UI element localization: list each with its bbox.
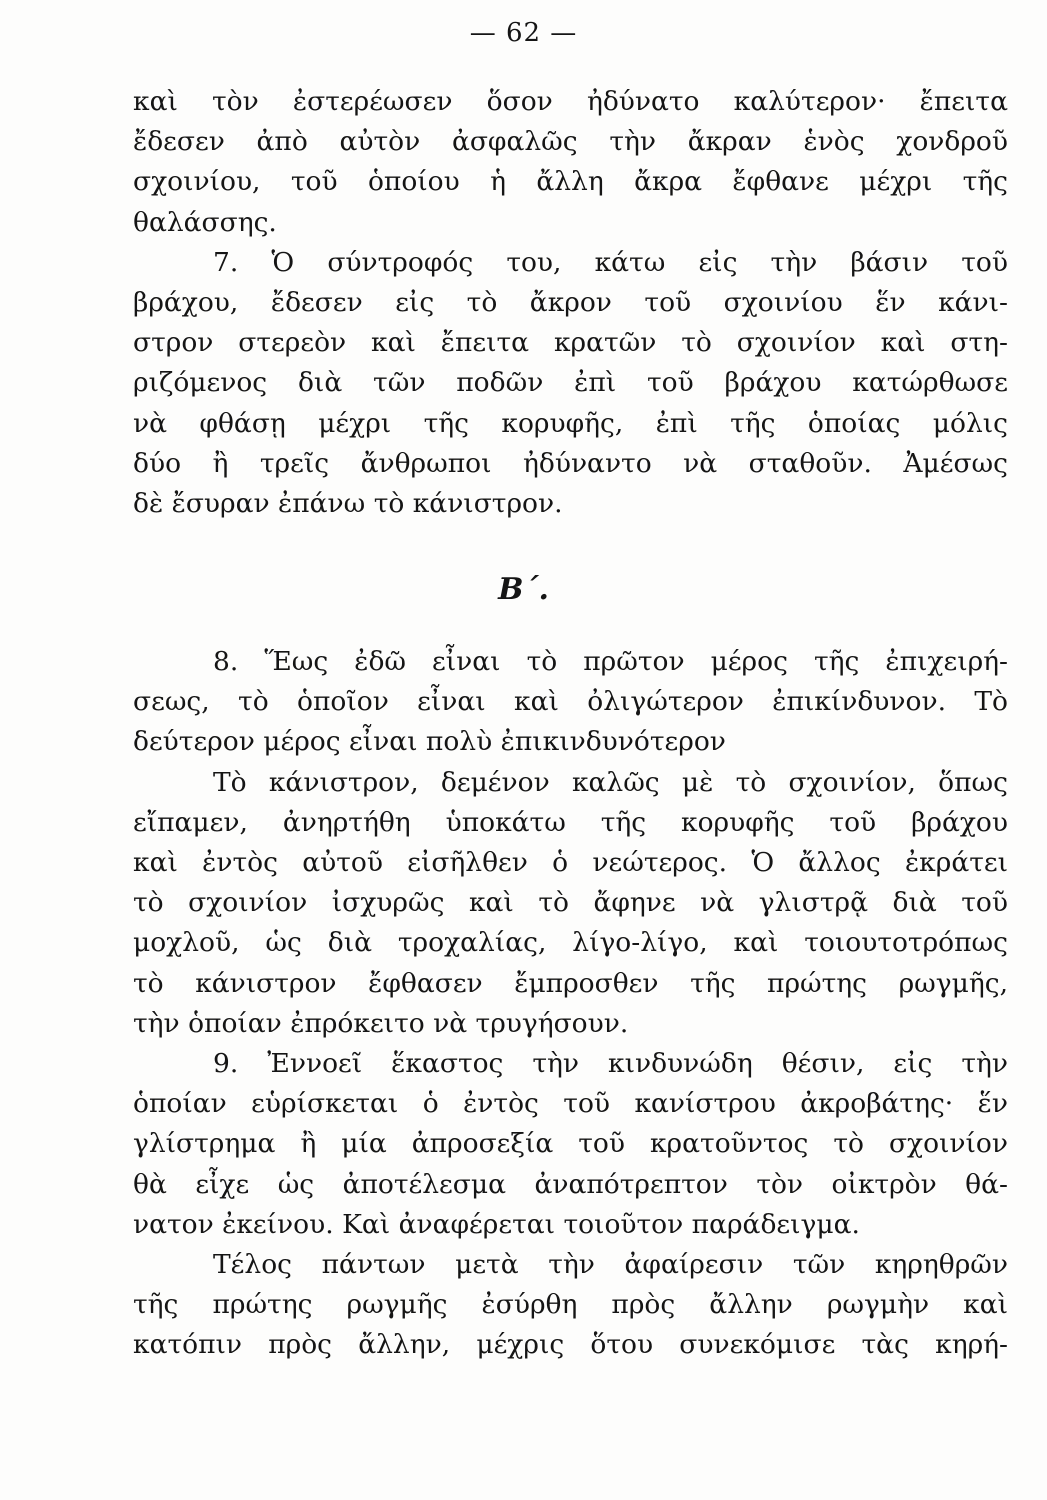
text-line: βράχου, ἔδεσεν εἰς τὸ ἄκρον τοῦ σχοινίου ἕν κάνι- <box>133 287 1008 319</box>
text-line: δεύτερον μέρος εἶναι πολὺ ἐπικινδυνότερον <box>133 726 726 758</box>
text-line: κατόπιν πρὸς ἄλλην, μέχρις ὅτου συνεκόμισε τὰς κηρή- <box>133 1329 1008 1361</box>
paragraph-8-start: 8. Ἕως ἐδῶ εἶναι τὸ πρῶτον μέρος τῆς ἐπιχειρή- <box>213 646 1008 677</box>
text-line: σχοινίου, τοῦ ὁποίου ἡ ἄλλη ἄκρα ἔφθανε μέχρι τῆς <box>133 166 1008 198</box>
text-line: μοχλοῦ, ὡς διὰ τροχαλίας, λίγο-λίγο, καὶ τοιουτοτρόπως <box>133 927 1008 959</box>
paragraph-start: Τέλος πάντων μετὰ τὴν ἀφαίρεσιν τῶν κηρηθρῶν <box>213 1249 1008 1281</box>
page-number: — 62 — <box>469 18 578 48</box>
text-block-bottom <box>133 642 1008 1366</box>
paragraph-7-start: 7. Ὁ σύντροφός του, κάτω εἰς τὴν βάσιν τοῦ <box>213 246 1008 278</box>
text-line: εἴπαμεν, ἀνηρτήθη ὑποκάτω τῆς κορυφῆς τοῦ βράχου <box>133 806 1008 838</box>
text-line: ριζόμενος διὰ τῶν ποδῶν ἐπὶ τοῦ βράχου κατώρθωσε <box>133 367 1008 399</box>
text-line: νατον ἐκείνου. Καὶ ἀναφέρεται τοιοῦτον παράδειγμα. <box>133 1208 860 1240</box>
text-line: νὰ φθάσῃ μέχρι τῆς κορυφῆς, ἐπὶ τῆς ὁποίας μόλις <box>133 407 1008 439</box>
text-line: τὸ κάνιστρον ἔφθασεν ἔμπροσθεν τῆς πρώτης ρωγμῆς, <box>133 967 1008 999</box>
text-line: τὸ σχοινίον ἰσχυρῶς καὶ τὸ ἄφηνε νὰ γλιστρᾷ διὰ τοῦ <box>133 887 1008 919</box>
text-line: δὲ ἔσυραν ἐπάνω τὸ κάνιστρον. <box>133 488 563 520</box>
text-line: καὶ τὸν ἐστερέωσεν ὅσον ἠδύνατο καλύτερον· ἔπειτα <box>133 86 1008 117</box>
text-line: τὴν ὁποίαν ἐπρόκειτο νὰ τρυγήσουν. <box>133 1007 629 1039</box>
text-line: θαλάσσης. <box>133 206 277 238</box>
paragraph-start: Τὸ κάνιστρον, δεμένον καλῶς μὲ τὸ σχοινίον, ὅπως <box>213 766 1008 798</box>
text-line: θὰ εἶχε ὡς ἀποτέλεσμα ἀναπότρεπτον τὸν οἰκτρὸν θά- <box>133 1168 1008 1200</box>
text-block-top <box>133 82 1008 524</box>
text-line: σεως, τὸ ὁποῖον εἶναι καὶ ὀλιγώτερον ἐπικίνδυνον. Τὸ <box>133 686 1008 718</box>
text-line: ἔδεσεν ἀπὸ αὐτὸν ἀσφαλῶς τὴν ἄκραν ἑνὸς χονδροῦ <box>133 126 1008 158</box>
text-line: ὁποίαν εὑρίσκεται ὁ ἐντὸς τοῦ κανίστρου ἀκροβάτης· ἕν <box>133 1088 1008 1120</box>
text-line: τῆς πρώτης ρωγμῆς ἐσύρθη πρὸς ἄλλην ρωγμὴν καὶ <box>133 1289 1008 1321</box>
text-line: δύο ἢ τρεῖς ἄνθρωποι ἠδύναντο νὰ σταθοῦν. Ἀμέσως <box>133 447 1008 479</box>
paragraph-9-start: 9. Ἐννοεῖ ἕκαστος τὴν κινδυνώδη θέσιν, εἰς τὴν <box>213 1048 1008 1080</box>
section-heading: Β΄. <box>498 572 549 607</box>
text-line: καὶ ἐντὸς αὐτοῦ εἰσῆλθεν ὁ νεώτερος. Ὁ ἄλλος ἐκράτει <box>133 847 1008 879</box>
text-line: στρον στερεὸν καὶ ἔπειτα κρατῶν τὸ σχοινίον καὶ στη- <box>133 327 1008 359</box>
text-line: γλίστρημα ἢ μία ἀπροσεξία τοῦ κρατοῦντος τὸ σχοινίον <box>133 1128 1008 1160</box>
